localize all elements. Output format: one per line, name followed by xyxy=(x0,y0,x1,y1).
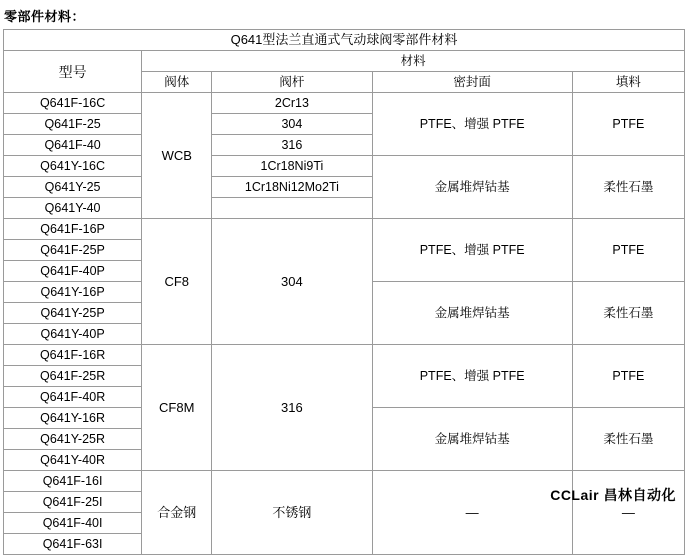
stem-material-cell: 1Cr18Ni9Ti xyxy=(212,156,372,177)
stem-material-cell: 304 xyxy=(212,219,372,345)
model-cell: Q641Y-25R xyxy=(4,429,142,450)
model-cell: Q641Y-16R xyxy=(4,408,142,429)
table-row xyxy=(4,345,685,366)
table-header-row-1 xyxy=(4,51,685,72)
stem-material-cell xyxy=(212,198,372,219)
model-cell: Q641F-25 xyxy=(4,114,142,135)
body-material-cell: CF8M xyxy=(142,345,212,471)
table-row xyxy=(4,156,685,177)
body-material-cell: CF8 xyxy=(142,219,212,345)
model-cell: Q641F-40 xyxy=(4,135,142,156)
header-material-group: 材料 xyxy=(142,51,685,72)
seal-material-cell: — xyxy=(372,471,572,555)
model-cell: Q641F-25P xyxy=(4,240,142,261)
packing-material-cell: PTFE xyxy=(572,93,684,156)
table-row xyxy=(4,93,685,114)
seal-material-cell: PTFE、增强 PTFE xyxy=(372,93,572,156)
model-cell: Q641Y-40R xyxy=(4,450,142,471)
model-cell: Q641F-25I xyxy=(4,492,142,513)
stem-material-cell: 316 xyxy=(212,135,372,156)
packing-material-cell: PTFE xyxy=(572,219,684,282)
seal-material-cell: 金属堆焊钴基 xyxy=(372,156,572,219)
packing-material-cell: PTFE xyxy=(572,345,684,408)
model-cell: Q641F-40P xyxy=(4,261,142,282)
seal-material-cell: 金属堆焊钴基 xyxy=(372,408,572,471)
header-body: 阀体 xyxy=(142,72,212,93)
watermark-logo: CCLair 昌林自动化 xyxy=(550,487,676,503)
header-model: 型号 xyxy=(4,51,142,93)
model-cell: Q641F-16C xyxy=(4,93,142,114)
model-cell: Q641Y-25P xyxy=(4,303,142,324)
table-title: Q641型法兰直通式气动球阀零部件材料 xyxy=(4,30,685,51)
seal-material-cell: PTFE、增强 PTFE xyxy=(372,345,572,408)
packing-material-cell: 柔性石墨 xyxy=(572,282,684,345)
stem-material-cell: 316 xyxy=(212,345,372,471)
model-cell: Q641F-16P xyxy=(4,219,142,240)
model-cell: Q641Y-25 xyxy=(4,177,142,198)
parts-material-table-wrap xyxy=(0,29,688,555)
packing-material-cell: — xyxy=(572,471,684,555)
page-title: 零部件材料： xyxy=(4,9,86,24)
model-cell: Q641F-40I xyxy=(4,513,142,534)
model-cell: Q641Y-40P xyxy=(4,324,142,345)
parts-material-table xyxy=(3,29,685,555)
model-cell: Q641Y-16C xyxy=(4,156,142,177)
body-material-cell: WCB xyxy=(142,93,212,219)
table-title-row xyxy=(4,30,685,51)
body-material-cell: 合金钢 xyxy=(142,471,212,555)
model-cell: Q641Y-40 xyxy=(4,198,142,219)
packing-material-cell: 柔性石墨 xyxy=(572,156,684,219)
header-seal: 密封面 xyxy=(372,72,572,93)
packing-material-cell: 柔性石墨 xyxy=(572,408,684,471)
model-cell: Q641F-40R xyxy=(4,387,142,408)
model-cell: Q641F-63I xyxy=(4,534,142,555)
header-packing: 填料 xyxy=(572,72,684,93)
model-cell: Q641Y-16P xyxy=(4,282,142,303)
stem-material-cell: 2Cr13 xyxy=(212,93,372,114)
stem-material-cell: 304 xyxy=(212,114,372,135)
model-cell: Q641F-25R xyxy=(4,366,142,387)
seal-material-cell: PTFE、增强 PTFE xyxy=(372,219,572,282)
stem-material-cell: 不锈钢 xyxy=(212,471,372,555)
stem-material-cell: 1Cr18Ni12Mo2Ti xyxy=(212,177,372,198)
seal-material-cell: 金属堆焊钴基 xyxy=(372,282,572,345)
table-row xyxy=(4,219,685,240)
header-stem: 阀杆 xyxy=(212,72,372,93)
model-cell: Q641F-16R xyxy=(4,345,142,366)
model-cell: Q641F-16I xyxy=(4,471,142,492)
